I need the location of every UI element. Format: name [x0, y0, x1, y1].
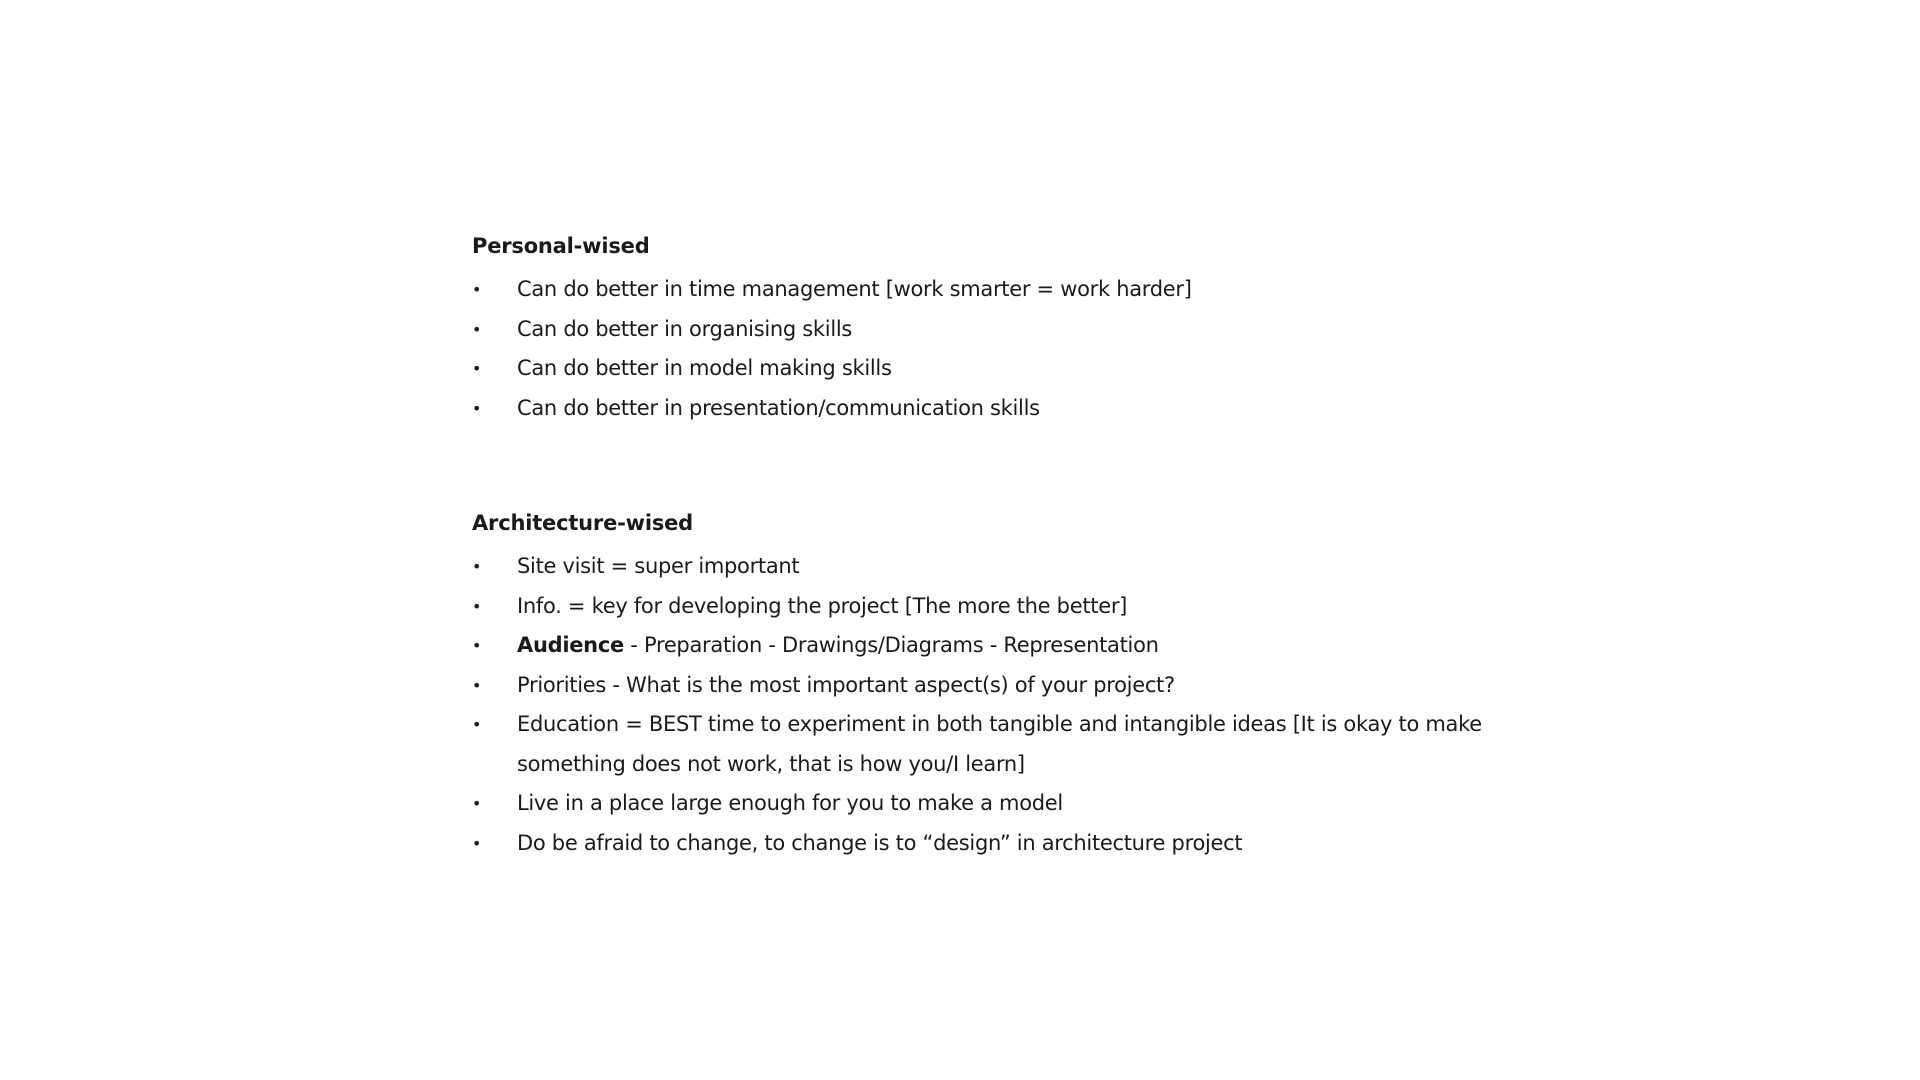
architecture-heading: Architecture-wised [472, 511, 694, 535]
list-item: • Priorities - What is the most important aspect(s) of your project? [472, 666, 1572, 706]
bullet-icon: • [472, 557, 482, 576]
bullet-icon: • [472, 833, 482, 853]
bullet-icon: • [472, 636, 482, 655]
bullet-icon: • [472, 596, 482, 616]
bullet-icon: • [472, 359, 482, 378]
list-item: • Education = BEST time to experiment in both tangible and intangible ideas [It is okay to make something does not work, that is how you/I learn] [472, 705, 1577, 784]
list-item: • Info. = key for developing the project [The more the better] [472, 587, 1572, 627]
architecture-section [472, 508, 1572, 863]
personal-section [472, 231, 1572, 428]
architecture-list [472, 547, 1572, 863]
list-item: • Audience - Preparation - Drawings/Diagrams - Representation [472, 626, 1572, 666]
bullet-icon: • [472, 319, 482, 339]
list-item: • Do be afraid to change, to change is to “design” in architecture project [472, 824, 1572, 864]
bullet-icon: • [472, 398, 482, 418]
list-item: • Live in a place large enough for you to make a model [472, 784, 1572, 824]
personal-list [472, 270, 1572, 428]
list-item: • Site visit = super important [472, 547, 1572, 587]
list-item: • Can do better in organising skills [472, 310, 1572, 350]
bullet-icon: • [472, 794, 482, 813]
list-item: • Can do better in presentation/communication skills [472, 389, 1572, 429]
list-item: • Can do better in time management [work smarter = work harder] [472, 270, 1572, 310]
personal-heading: Personal-wised [472, 234, 650, 258]
audience-label: Audience [517, 633, 624, 657]
bullet-icon: • [472, 675, 482, 695]
list-item: • Can do better in model making skills [472, 349, 1572, 389]
bullet-icon: • [472, 280, 482, 299]
bullet-icon: • [472, 715, 482, 734]
